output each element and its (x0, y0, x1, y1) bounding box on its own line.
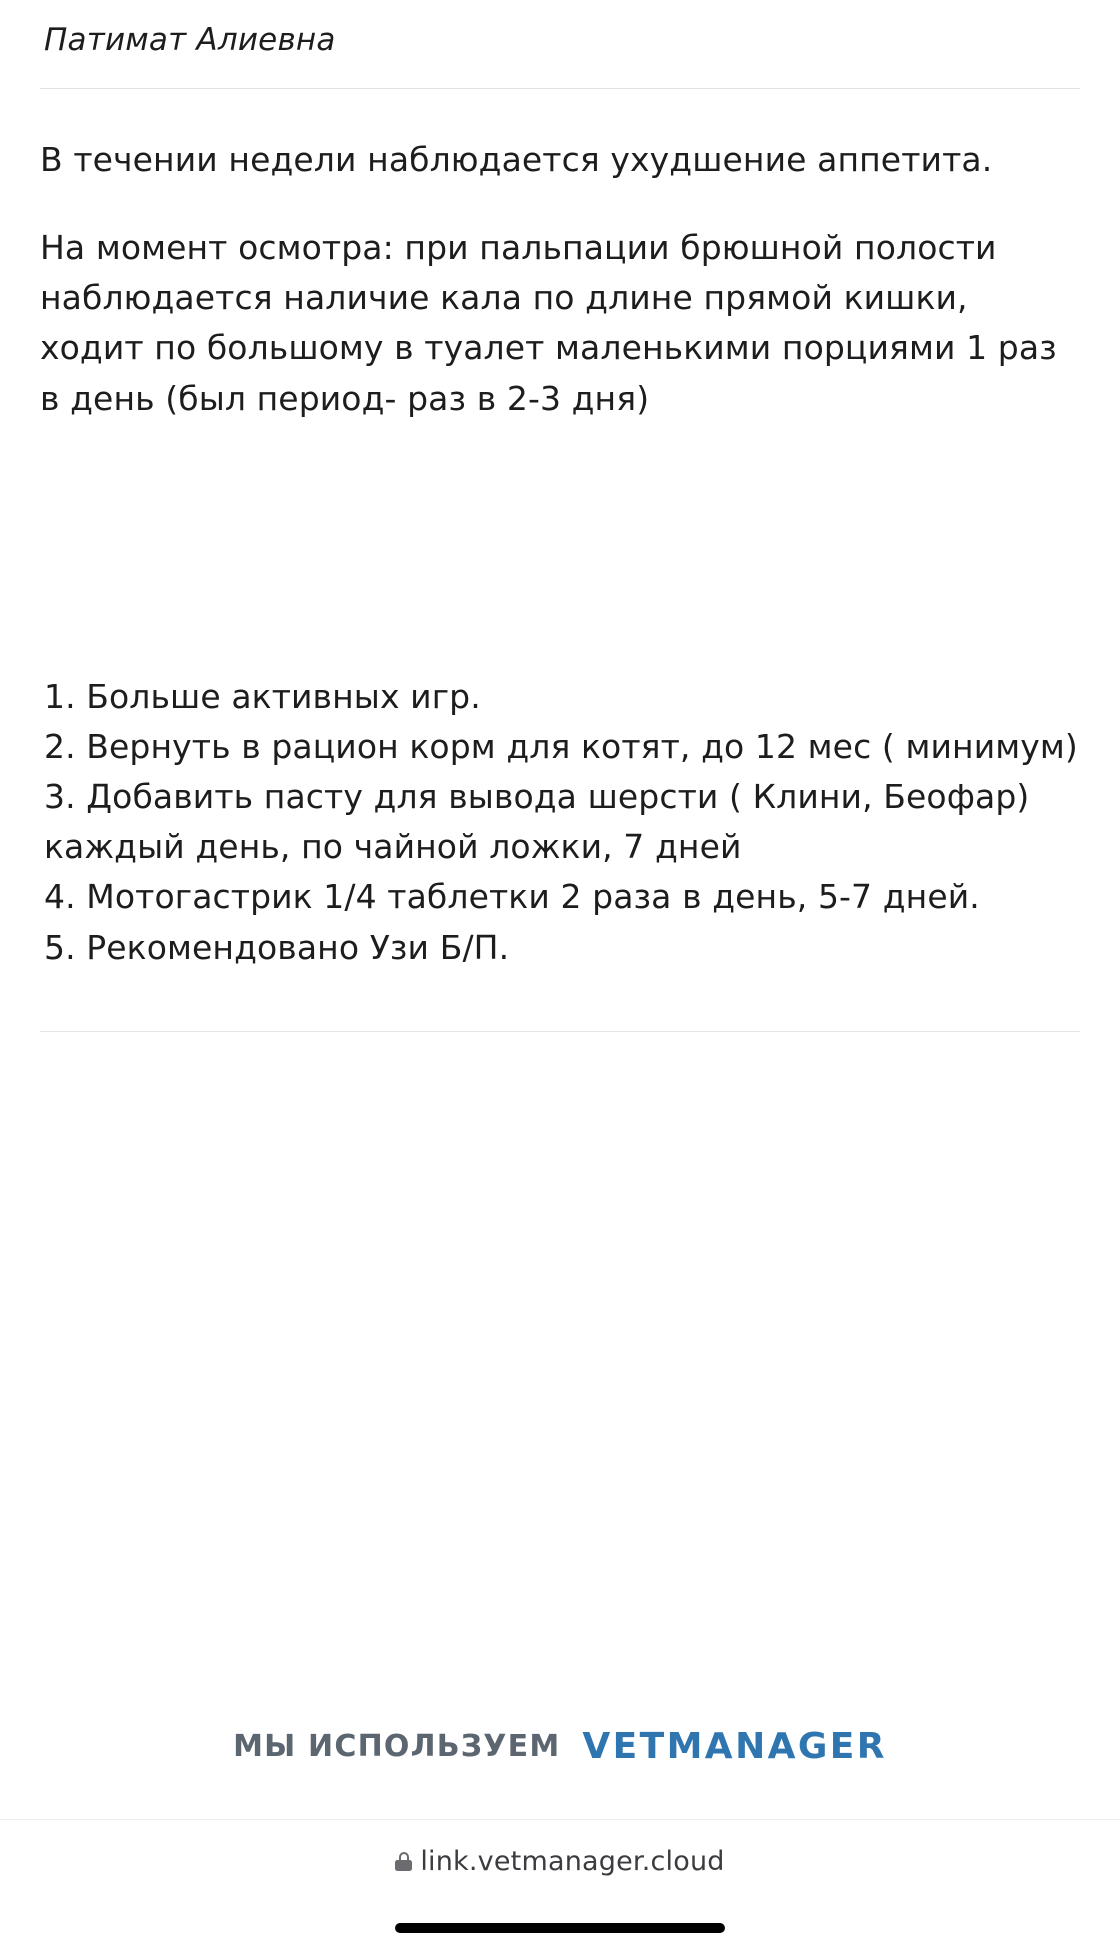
paragraph-examination: На момент осмотра: при пальпации брюшной полости наблюдается наличие кала по длине прямой кишки, ходит по большому в туалет маленькими порциями 1 раз в день (был период- раз в 2-3 дня) (40, 228, 1068, 418)
lock-icon (395, 1852, 412, 1871)
list-item: 4. Мотогастрик 1/4 таблетки 2 раза в день, 5-7 дней. (44, 877, 980, 917)
home-indicator-area (0, 1899, 1120, 1957)
paragraph-complaint: В течении недели наблюдается ухудшение аппетита. (40, 140, 993, 179)
recommendations-list (40, 672, 1080, 973)
examination-notes (40, 89, 1080, 424)
url-text: link.vetmanager.cloud (420, 1846, 725, 1877)
brand-row (0, 1680, 1120, 1819)
list-item: 5. Рекомендовано Узи Б/П. (44, 927, 510, 967)
browser-url-bar[interactable] (0, 1819, 1120, 1899)
home-indicator[interactable] (395, 1923, 725, 1933)
list-item: 2. Вернуть в рацион корм для котят, до 12 мес ( минимум) (44, 726, 1078, 766)
page-footer (0, 1680, 1120, 1957)
footer-divider (40, 1031, 1080, 1032)
list-item: 1. Больше активных игр. (44, 676, 481, 716)
doctor-name: Патимат Алиевна (44, 22, 336, 58)
content-spacer (40, 424, 1080, 672)
brand-prefix-label: МЫ ИСПОЛЬЗУЕМ (233, 1729, 561, 1764)
vetmanager-logo: VETMANAGER (582, 1726, 887, 1767)
list-item: 3. Добавить пасту для вывода шерсти ( Клини, Беофар) каждый день, по чайной ложки, 7 дней (44, 777, 1040, 867)
